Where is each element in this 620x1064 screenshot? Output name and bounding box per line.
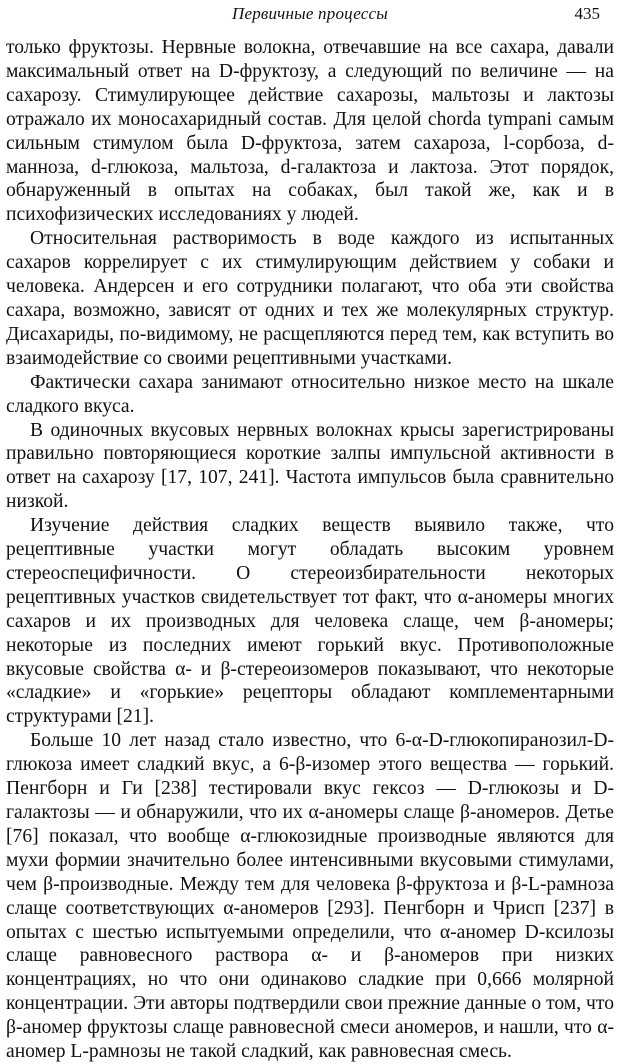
paragraph: Больше 10 лет назад стало известно, что 6-α-D-глюкопиранозил-D-глюкоза имеет сладкий вкус, а 6-β-изомер этого вещества — горький. Пенгборн и Ги [238] тестировали вкус гексоз — D-глюкозы и D-галактозы — и обнаружили, что их α-аномеры слаще β-аномеров. Детье [76] показал, что вообще α-глюкозидные производные являются для мухи формии значительно более интенсивными вкусовыми стимулами, чем β-производные. Между тем для человека β-фруктоза и β-L-рамноза слаще соответствующих α-аномеров [293]. Пенгборн и Чрисп [237] в опытах с шестью испытуемыми определили, что α-аномер D-ксилозы слаще равновесного раствора α- и β-аномеров при низких концентрациях, но что они одинаково сладкие при 0,666 молярной концентрации. Эти авторы подтвердили свои прежние данные о том, что β-аномер фруктозы слаще равновесной смеси аномеров, и нашли, что α-аномер L-рамнозы не такой сладкий, как равновесная смесь.	[6, 730, 614, 1063]
paragraph: Изучение действия сладких веществ выявило также, что рецептивные участки могут обладать высоким уровнем стереоспецифичности. О стереоизбирательности некоторых рецептивных участков свидетельствует тот факт, что α-аномеры многих сахаров и их производных для человека слаще, чем β-аномеры; некоторые из последних имеют горький вкус. Противоположные вкусовые свойства α- и β-стереоизомеров показывают, что некоторые «сладкие» и «горькие» рецепторы обладают комплементарными структурами [21].	[6, 515, 614, 728]
running-head	[6, 0, 614, 34]
body-text	[6, 36, 614, 1064]
page-number: 435	[574, 4, 600, 23]
running-title: Первичные процессы	[231, 4, 388, 23]
paragraph: Относительная растворимость в воде каждого из испытанных сахаров коррелирует с их стимулирующим действием у собаки и человека. Андерсен и его сотрудники полагают, что оба эти свойства сахара, возможно, зависят от одних и тех же молекулярных структур. Дисахариды, по-видимому, не расщепляются перед тем, как вступить во взаимодействие со своими рецептивными участками.	[6, 228, 614, 369]
paragraph: Фактически сахара занимают относительно низкое место на шкале сладкого вкуса.	[6, 371, 614, 417]
paragraph-continued: только фруктозы. Нервные волокна, отвечавшие на все сахара, давали максимальный ответ на D-фруктозу, а следующий по величине — на сахарозу. Стимулирующее действие сахарозы, мальтозы и лактозы отражало их моносахаридный состав. Для целой chorda tympani самым сильным стимулом была D-фруктоза, затем сахароза, l-сорбоза, d-манноза, d-глюкоза, мальтоза, d-галактоза и лактоза. Этот порядок, обнаруженный в опытах на собаках, был такой же, как и в психофизических исследованиях у людей.	[6, 37, 614, 226]
paragraph: В одиночных вкусовых нервных волокнах крысы зарегистрированы правильно повторяющиеся короткие залпы импульсной активности в ответ на сахарозу [17, 107, 241]. Частота импульсов была сравнительно низкой.	[6, 419, 614, 513]
